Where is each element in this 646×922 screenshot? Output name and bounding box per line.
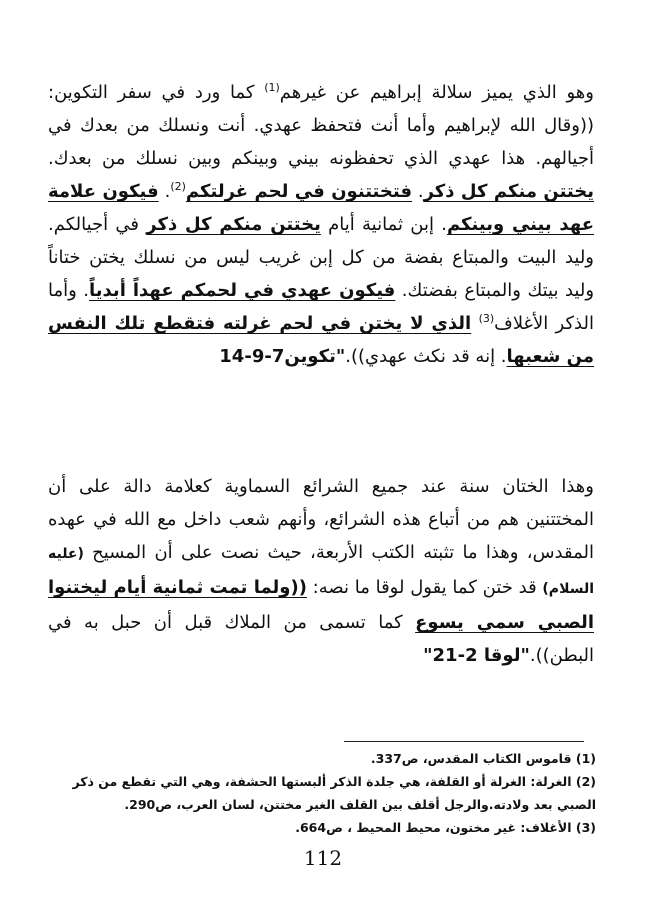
footnote-2: (2) الغرلة: الغرلة أو القلفة، هي جلدة الذكر ألبستها الحشفة، وهي التي تقطع من ذكر الصبي بعد ولادته.والرجل أقلف بين القلف الغير مختتن، لسان العرب، ص290. <box>72 774 596 812</box>
footnotes <box>40 747 596 839</box>
footnote-ref-3: (3) <box>478 312 495 325</box>
footnote-separator <box>344 741 584 742</box>
text-run: . إبن ثمانية أيام <box>320 214 447 235</box>
page-number: 112 <box>303 846 343 870</box>
emphasis-underlined: يختتن منكم كل ذكر <box>146 214 321 235</box>
paragraph-genesis-quote <box>48 76 594 373</box>
footnote-1: (1) قاموس الكتاب المقدس، ص337. <box>370 751 596 766</box>
citation-luke: "لوقا 2-21" <box>423 645 530 666</box>
text-run: كما تسمى من الملاك قبل أن حبل به في البطن)). <box>48 612 594 666</box>
emphasis-underlined: فتختتنون في لحم غرلتكم <box>185 181 412 202</box>
text-run: . <box>412 181 424 202</box>
honorific: (عليه السلام) <box>48 546 594 597</box>
text-run: وهو الذي يميز سلالة إبراهيم عن غيرهم <box>279 82 594 103</box>
emphasis-underlined: الذي لا يختن في لحم غرلته فتقطع تلك النفس من شعبها <box>48 313 594 367</box>
text-run <box>471 313 478 334</box>
footnote-ref-2: (2) <box>170 180 186 193</box>
emphasis-underlined: يختتن منكم كل ذكر <box>423 181 595 202</box>
text-run: . إنه قد نكث عهدي)). <box>345 346 507 367</box>
footnote-ref-1: (1) <box>264 81 280 94</box>
text-run: وهذا الختان سنة عند جميع الشرائع السماوية كعلامة دالة على أن المختتنين هم من أتباع هذه الشرائع، وأنهم شعب داخل مع الله في عهده المقدس، وهذا ما تثبته الكتب الأربعة، حيث نصت على أن المسيح <box>48 476 594 563</box>
citation-genesis: "تكوين7-9-14 <box>219 346 346 367</box>
emphasis-underlined: فيكون علامة عهد بيني وبينكم <box>48 181 595 235</box>
emphasis-underlined: فيكون عهدي في لحمكم عهداً أبدياً <box>89 280 396 301</box>
text-run: كما ورد في سفر التكوين: ((وقال الله لإبراهيم وأما أنت فتحفظ عهدي. أنت ونسلك من بعدك في أجيالهم. هذا عهدي الذي تحفظونه بيني وبينكم وبين نسلك من بعدك. <box>48 82 594 169</box>
paragraph-luke-quote <box>48 470 594 672</box>
text-run: قد ختن كما يقول لوقا ما نصه: <box>306 577 543 598</box>
text-run: في أجيالكم. وليد البيت والمبتاع بفضة من كل إبن غريب ليس من نسلك يختن ختاناً وليد بيتك والمبتاع بفضتك. <box>48 214 595 301</box>
footnote-3: (3) الأغلاف: غير مختون، محيط المحيط ، ص664. <box>295 820 596 835</box>
text-run: . <box>158 181 171 202</box>
text-run: . وأما الذكر الأغلاف <box>48 280 594 334</box>
emphasis-underlined: ((ولما تمت ثمانية أيام ليختنوا الصبي سمي يسوع <box>48 577 594 633</box>
